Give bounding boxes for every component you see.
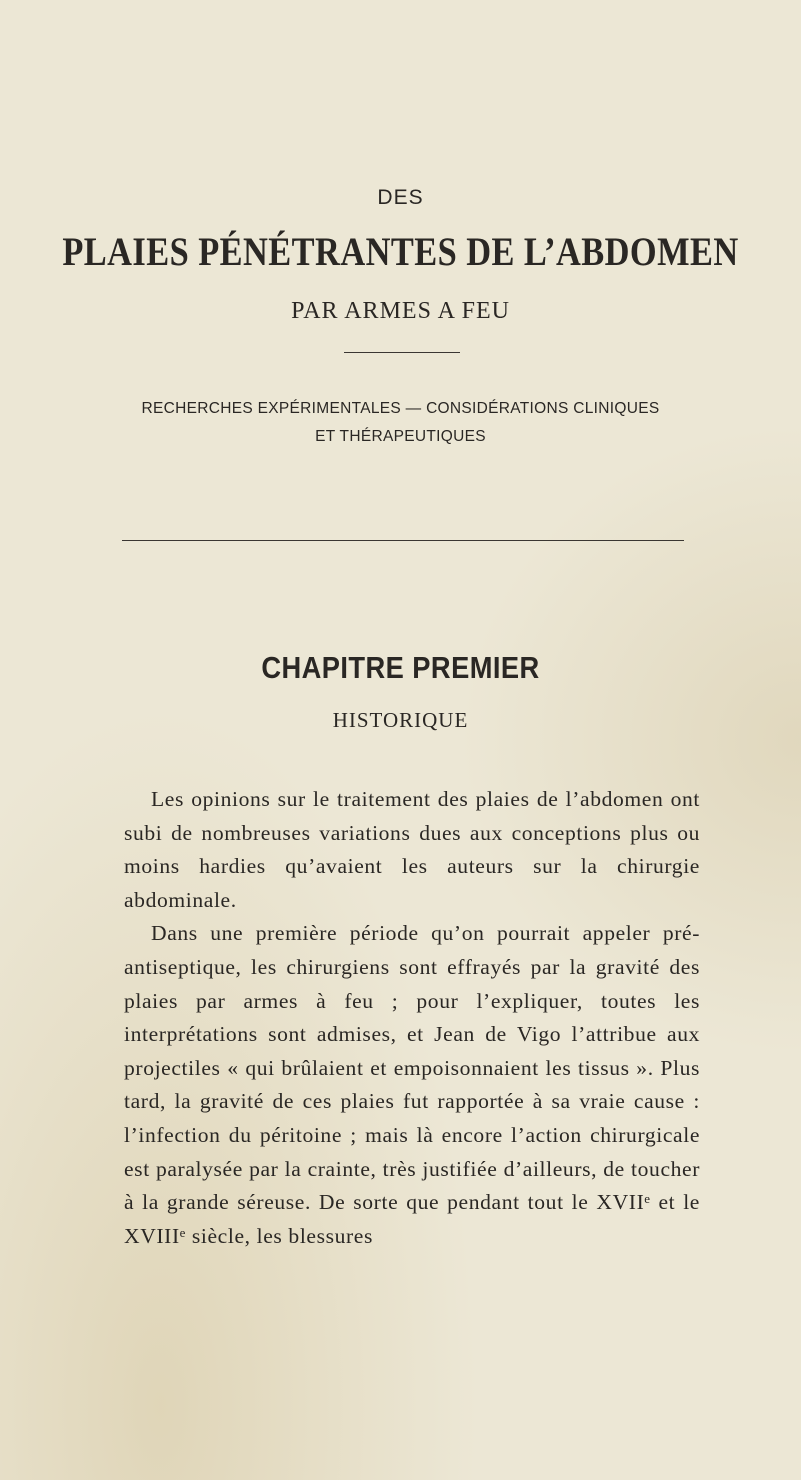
long-divider — [122, 540, 684, 541]
research-line-2: ET THÉRAPEUTIQUES — [315, 428, 486, 445]
paragraph-2: Dans une première période qu’on pourrait appeler pré-antiseptique, les chirurgiens sont effrayés par la gravité des plaies par armes à feu ; pour l’expliquer, toutes les interprétations sont admises, et Jean de Vigo l’attribue aux projectiles « qui brûlaient et empoisonnaient les tissus ». Plus tard, la gravité de ces plaies fut rapportée à sa vraie cause : l’infection du péritoine ; mais là encore l’action chirurgicale est paralysée par la crainte, très justifiée d’ailleurs, de toucher à la grande séreuse. De sorte que pendant tout le XVIIᵉ et le XVIIIᵉ siècle, les blessures — [124, 921, 700, 1248]
research-line-1: RECHERCHES EXPÉRIMENTALES — CONSIDÉRATIONS CLINIQUES — [141, 400, 660, 417]
section-heading: HISTORIQUE — [332, 708, 469, 732]
title-prefix: DES — [377, 186, 424, 209]
body-text — [124, 783, 700, 1253]
chapter-title: CHAPITRE PREMIER — [261, 650, 540, 685]
main-title: PLAIES PÉNÉTRANTES DE L’ABDOMEN — [62, 229, 739, 274]
subtitle: PAR ARMES A FEU — [291, 298, 510, 324]
short-divider — [344, 352, 460, 353]
paragraph-1: Les opinions sur le traitement des plaies de l’abdomen ont subi de nombreuses variations dues aux conceptions plus ou moins hardies qu’avaient les auteurs sur la chirurgie abdominale. — [124, 787, 700, 912]
